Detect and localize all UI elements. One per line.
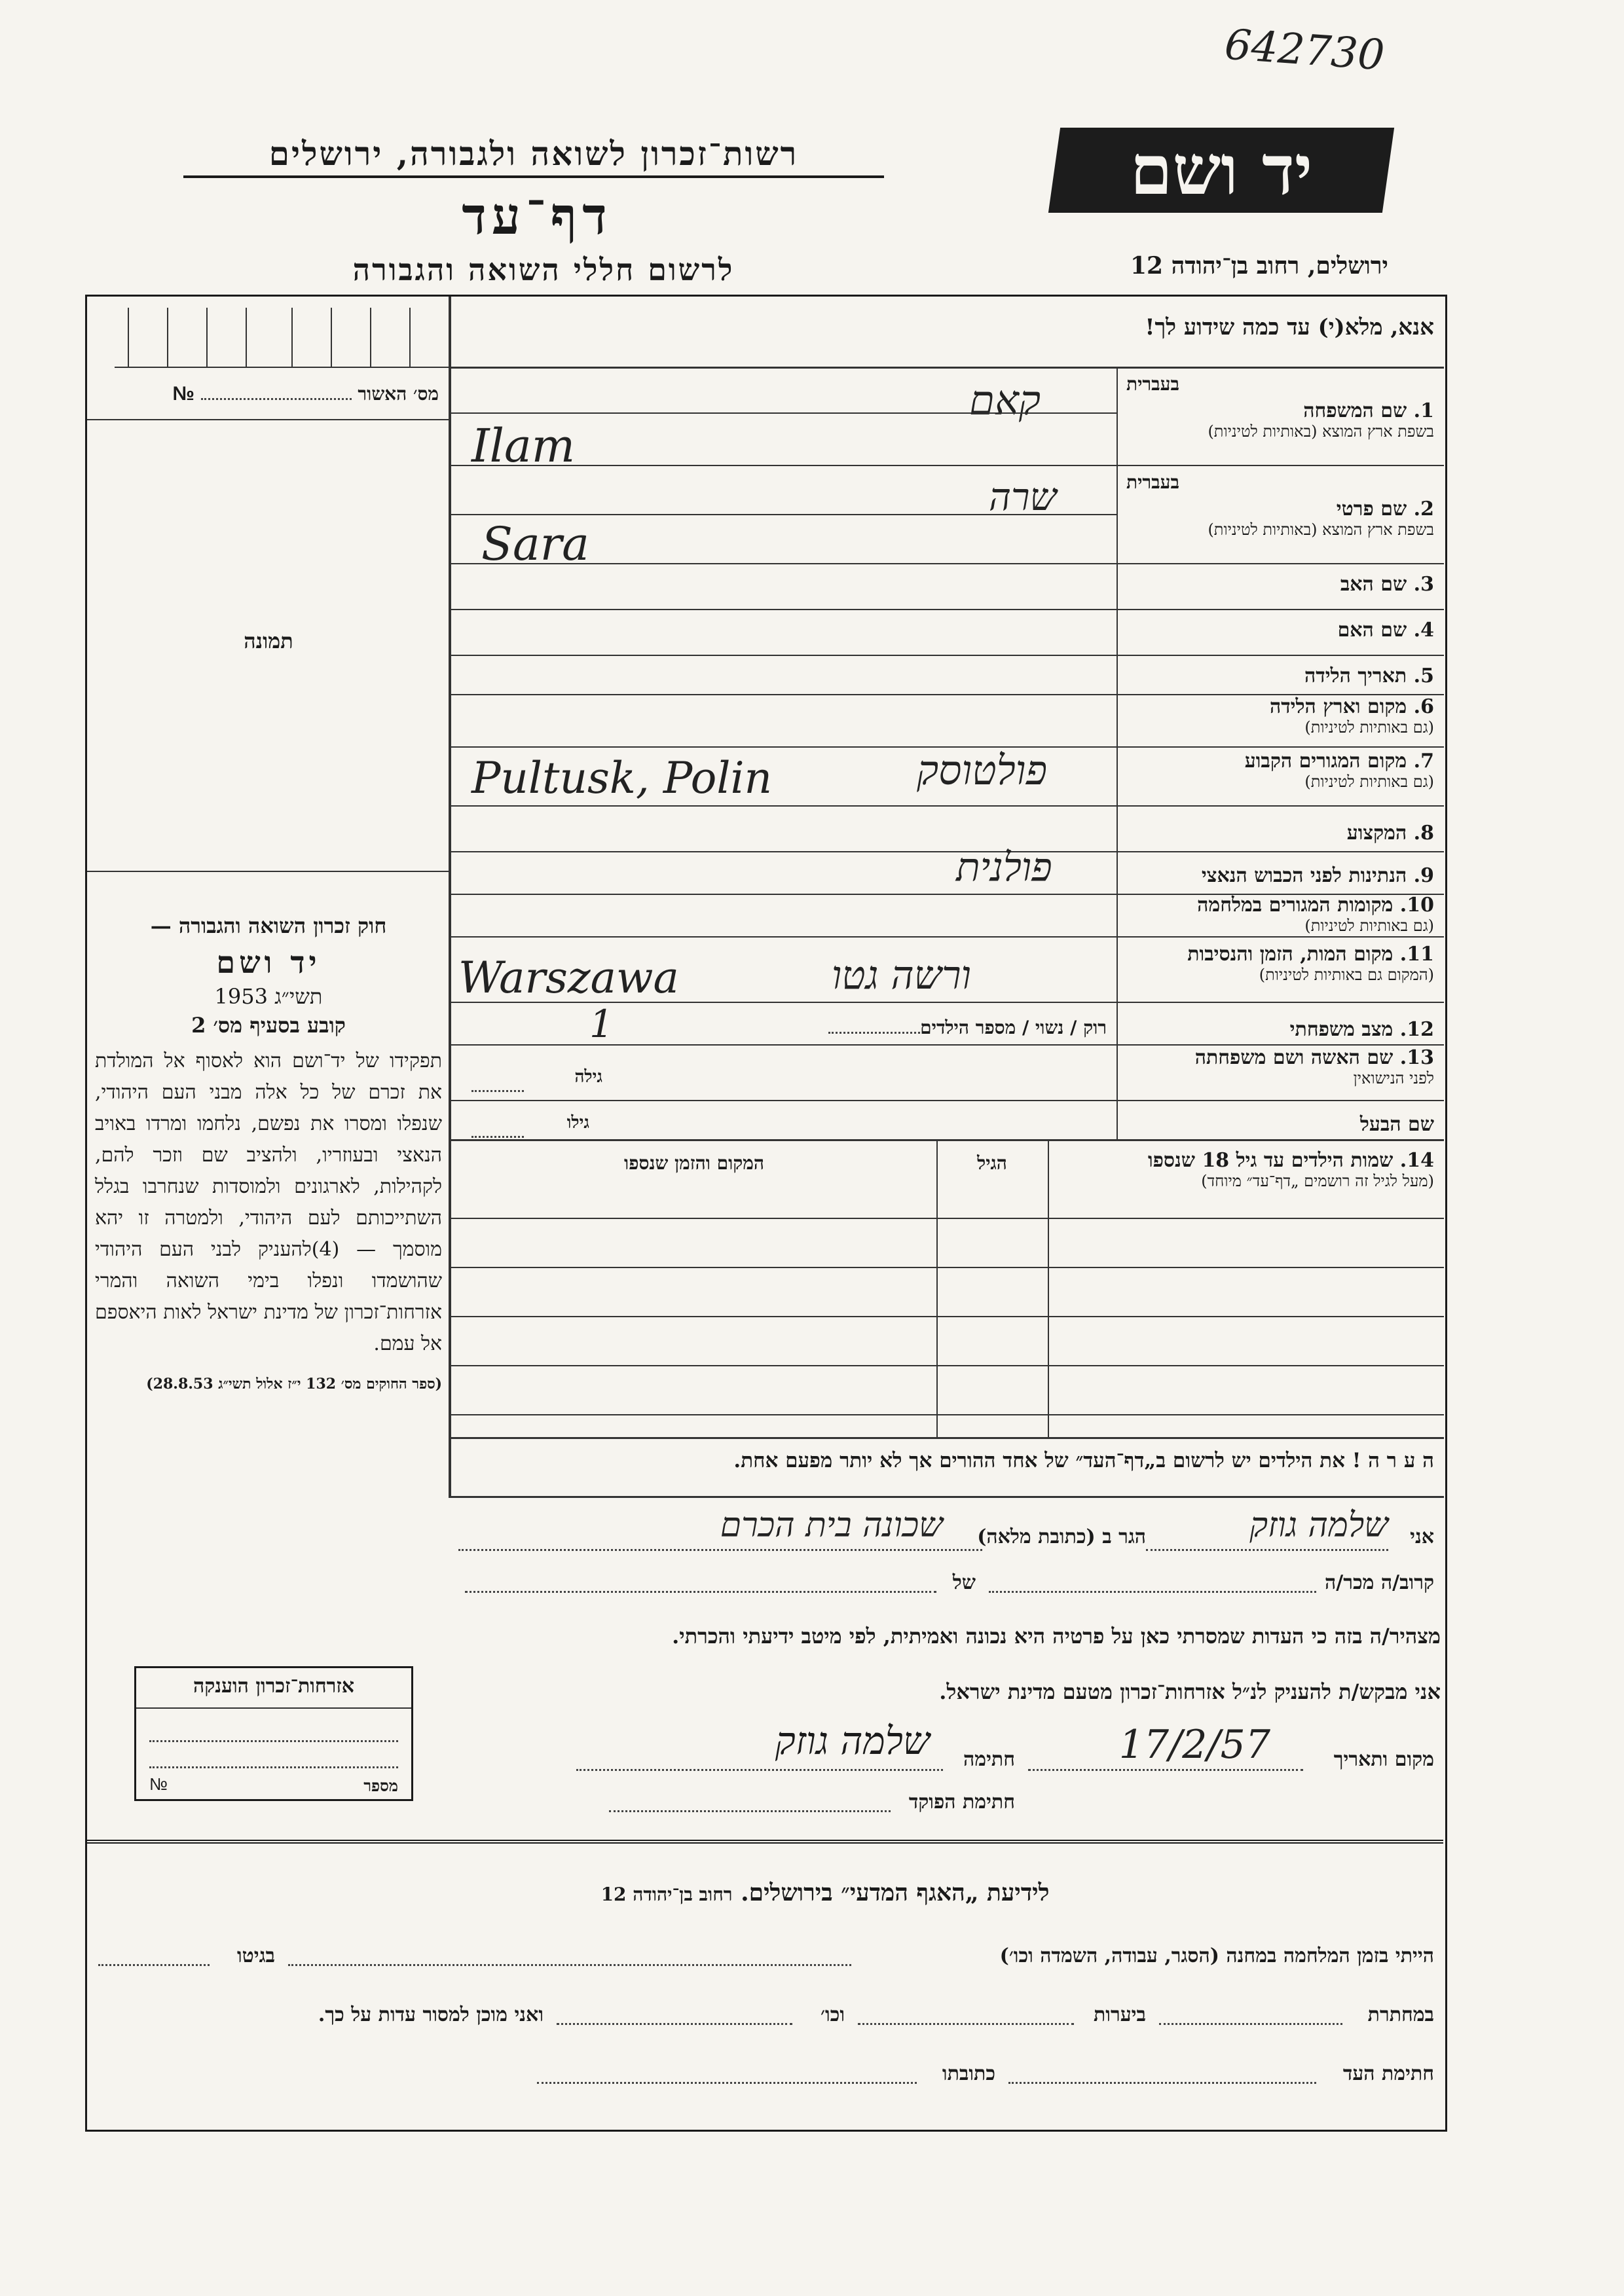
archive-number: 642730 — [1223, 20, 1386, 81]
field-4-label: 4. שם האם — [1337, 619, 1434, 642]
field-number: 1. — [1413, 399, 1434, 422]
law-section — [95, 913, 442, 1393]
children-count-value[interactable]: 1 — [589, 1002, 614, 1046]
number-mark: № — [172, 383, 194, 405]
hebrew-tag: בעברית — [1126, 471, 1180, 493]
surname-latin-value[interactable]: Ilam — [471, 419, 576, 473]
children-place-header: המקום והזמן שנספו — [624, 1152, 764, 1174]
declarant-line: אני שלמה גוזק הגר ב (כתובת מלאה) שכונה בית הכרם — [432, 1512, 1441, 1558]
field-8-label: 8. המקצוע — [1346, 822, 1434, 845]
declarant-name-value[interactable]: שלמה גוזק — [1249, 1506, 1388, 1545]
field-6-label: 6. מקום וארץ הלידה (גם באותיות לטיניות) — [1269, 695, 1434, 737]
field-sub-label: בשפת ארץ המוצא (באותיות לטיניות) — [1208, 520, 1434, 539]
residence-latin-value[interactable]: Pultusk, Polin — [471, 753, 773, 803]
field-1-label — [1126, 373, 1434, 441]
science-dept-title: לידיעת „האגף המדעי״ בירושלים. — [741, 1879, 1050, 1906]
children-header: 14. שמות הילדים עד גיל 18 שנספו (מעל לגיל זה רושמים „דף־עד״ מיוחד) — [1147, 1149, 1434, 1190]
relative-line[interactable]: קרוב/ה מכר/ה של — [432, 1565, 1441, 1597]
authority-name: רשות־זכרון לשואה ולגבורה, ירושלים — [183, 134, 884, 178]
citizenship-value[interactable]: פולנית — [956, 845, 1052, 890]
children-age-header: הגיל — [977, 1152, 1007, 1174]
place-date-line: מקום ותאריך 17/2/57 חתימה שלמה גוזק — [432, 1722, 1441, 1781]
field-11-label: 11. מקום המות, הזמן והנסיבות (המקום גם באותיות לטיניות) — [1187, 943, 1434, 984]
approval-number-field[interactable] — [105, 383, 439, 405]
yad-vashem-logo — [1048, 128, 1394, 213]
field-label: שם פרטי — [1336, 498, 1407, 520]
camp-line[interactable]: הייתי בזמן המלחמה במחנה (הסגר, עבודה, השמדה וכו׳) בגיטו — [98, 1938, 1441, 1977]
firstname-hebrew-value[interactable]: שרה — [989, 475, 1057, 519]
surname-hebrew-value[interactable]: קאם — [969, 376, 1041, 424]
field-10-label: 10. מקומות המגורים במלחמה (גם באותיות לטיניות) — [1197, 894, 1434, 935]
citizenship-request: אני מבקש/ת להעניק לנ״ל אזרחות־זכרון מטעם מדינת ישראל. — [939, 1679, 1441, 1704]
form-subtitle: לרשום חללי השואה והגבורה — [352, 252, 735, 287]
form-title: דף־עד — [462, 187, 612, 246]
underground-line[interactable]: במחתרת ביערות וכו׳ ואני מוכן למסור עדות על כך. — [318, 2003, 1434, 2026]
field-3-label: 3. שם האב — [1340, 573, 1434, 596]
logo-text: יד ושם — [1130, 130, 1313, 210]
law-clause: קובע בסעיף מס׳ 2 — [191, 1013, 346, 1038]
law-org-name: יד ושם — [216, 945, 321, 980]
hebrew-tag: בעברית — [1126, 373, 1180, 395]
bottom-section-title — [458, 1879, 1192, 1906]
citizenship-box — [134, 1666, 413, 1801]
officer-signature-line[interactable]: חתימת הפוקד — [432, 1791, 1441, 1823]
field-7-label: 7. מקום המגורים הקבוע (גם באותיות לטיניות) — [1244, 750, 1434, 791]
field-13-label: 13. שם האשה ושם משפחתה לפני הנישואין — [1194, 1046, 1434, 1087]
husband-age-label: גילו — [566, 1113, 589, 1133]
law-title: חוק זכרון השואה והגבורה — — [150, 913, 387, 938]
declaration-statement: מצהיר/ה בזה כי העדות שמסרתי כאן על פרטיה היא נכונה ואמיתית, לפי מיטב ידיעתי והכרתי. — [672, 1624, 1441, 1649]
science-dept-address: רחוב בן־יהודה 12 — [600, 1884, 733, 1905]
field-sub-label: בשפת ארץ המוצא (באותיות לטיניות) — [1208, 422, 1434, 441]
witness-line[interactable]: חתימת העד כתובתו — [98, 2056, 1441, 2095]
field-12-label: 12. מצב משפחתי — [1289, 1018, 1434, 1041]
field-label: שם המשפחה — [1303, 399, 1407, 422]
law-source: (ספר החוקים מס׳ 132 י״ז אלול תשי״ג 28.8.53) — [146, 1376, 442, 1393]
residence-hebrew-value[interactable]: פולטוסק — [917, 746, 1048, 794]
yad-vashem-address: ירושלים, רחוב בן־יהודה 12 — [1130, 252, 1388, 280]
death-place-latin-value[interactable]: Warszawa — [458, 953, 679, 1003]
husband-label: שם הבעל — [1359, 1113, 1434, 1136]
box-number-mark: № — [149, 1774, 168, 1794]
field-2-label — [1126, 471, 1434, 539]
death-place-hebrew-value[interactable]: ורשה גטו — [832, 953, 971, 998]
wife-age-label: גילה — [574, 1067, 602, 1087]
field-5-label: 5. תאריך הלידה — [1304, 665, 1434, 687]
law-text: תפקידו של יד־ושם הוא לאסוף אל המולדת את זכרם של כל אלה מבני העם היהודי, שנפלו ומסרו את נפשם, נלחמו ומרדו באויב הנאצי ובעוזריו, ולהציב שם וזכר להם, לקהילות, לארגונים ולמוסדות שנחרבו בגלל השתייכותם לעם היהודי, ולמטרה זו יהא מוסמך — (4)להעניק לבני העם היהודי שהושמדו ונפלו בימי השואה והמרי אזרחות־זכרון של מדינת ישראל לאות היאספם אל עמם. — [95, 1049, 442, 1355]
firstname-latin-value[interactable]: Sara — [481, 517, 589, 571]
date-value[interactable]: 17/2/57 — [1118, 1722, 1270, 1768]
marital-status-options[interactable]: רוק / נשוי / מספר הילדים — [701, 1017, 1107, 1039]
box-number-label: מספר — [363, 1776, 398, 1795]
code-boxes — [115, 308, 442, 370]
note-text: ה ע ר ה ! את הילדים יש לרשום ב„דף־העד״ של אחד ההורים אך לא יותר מפעם אחת. — [733, 1449, 1434, 1472]
field-number: 2. — [1413, 498, 1434, 520]
law-year: תשי״ג 1953 — [214, 984, 323, 1009]
signature-value[interactable]: שלמה גוזק — [775, 1719, 930, 1763]
approval-label: מס׳ האשור — [358, 383, 439, 405]
citizenship-box-title: אזרחות־זכרון הוענקה — [193, 1675, 355, 1698]
instruction-text: אנא, מלא(י) עד כמה שידוע לך! — [1145, 314, 1434, 340]
address-value[interactable]: שכונה בית הכרם — [720, 1506, 943, 1545]
photo-label: תמונה — [244, 629, 293, 653]
field-9-label: 9. הנתינות לפני הכבוש הנאצי — [1201, 864, 1434, 887]
